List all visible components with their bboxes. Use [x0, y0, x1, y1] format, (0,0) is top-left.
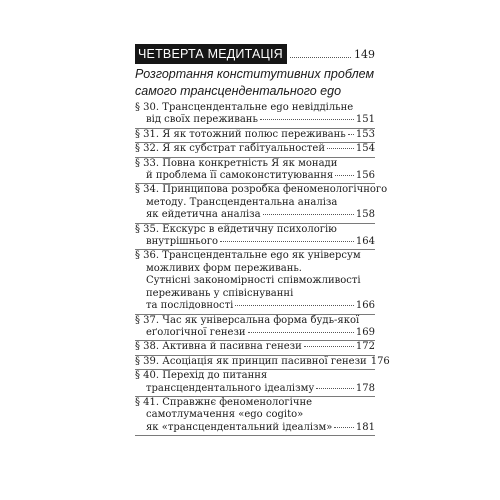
entry-title-text: від своїх переживань: [146, 114, 258, 126]
section-number: § 30.: [135, 102, 160, 113]
entry-title-text: Перехід до питання: [162, 370, 268, 382]
entry-title-text: Я як субстрат габітуальностей: [162, 143, 325, 155]
entry-title-text: Я як тотожний полюс переживань: [162, 128, 346, 140]
toc-entry-line: [135, 250, 375, 262]
chapter-leader-dots: [290, 56, 351, 58]
toc-entry: [135, 315, 375, 342]
entry-title-text: можливих форм переживань.: [146, 262, 302, 274]
toc-entry-line: [135, 275, 375, 287]
section-number: § 38.: [135, 341, 160, 353]
section-number: § 34.: [135, 184, 160, 196]
entry-title-text: методу. Трансцендентальна аналіза: [146, 196, 338, 208]
entry-title-text: Повна конкретність Я як монади: [162, 157, 338, 169]
chapter-subtitle-line: самого трансцендентального ego: [135, 84, 342, 98]
toc-entry: [135, 143, 375, 157]
leader-dots: [316, 388, 354, 389]
toc-entry-line: [135, 197, 375, 209]
page-number: 181: [355, 421, 375, 433]
entry-title-text: Асоціація як принцип пасивної генези: [162, 355, 367, 367]
entry-title-text: трансцендентального ідеалізму: [146, 382, 315, 394]
toc-entry: [135, 370, 375, 397]
entry-title-text: Сутнісні закономірності співможливості: [146, 275, 361, 287]
page-number: 164: [355, 236, 375, 248]
page-number: 153: [355, 128, 375, 140]
entry-title-text: й проблема її самоконституювання: [146, 170, 334, 182]
toc-entry-line: [135, 341, 375, 353]
page-number: 156: [355, 170, 375, 182]
toc-entry: [135, 250, 375, 314]
page-number: 176: [370, 355, 390, 367]
toc-entry-line: [135, 236, 375, 248]
entry-title-text: Екскурс в ейдетичну психологію: [162, 223, 337, 235]
toc-entry-line: [135, 422, 375, 434]
toc-entry-line: [135, 263, 375, 275]
section-number: § 40.: [135, 370, 160, 382]
page-number: 169: [355, 326, 375, 338]
toc-entry: [135, 224, 375, 251]
toc-entry-line: [135, 129, 375, 141]
section-number: § 36.: [135, 250, 160, 262]
page-number: 154: [355, 143, 375, 155]
leader-dots: [335, 175, 354, 176]
entry-title-text: еґологічної генези: [146, 326, 246, 338]
page-number: 178: [355, 382, 375, 394]
toc-entry-line: [135, 158, 375, 170]
chapter-subtitle: [135, 66, 375, 100]
page-number: 172: [355, 341, 375, 353]
entry-title-text: внутрішнього: [146, 236, 218, 248]
section-number: § 32.: [135, 143, 160, 155]
entry-title-text: самотлумачення «ego cogito»: [146, 409, 304, 421]
toc-entry-line: [135, 184, 388, 196]
leader-dots: [327, 148, 354, 149]
entry-title-text: та послідовності: [146, 300, 234, 312]
toc-entry-line: [135, 397, 375, 409]
toc-entry-line: [135, 383, 375, 395]
entry-title-text: Час як універсальна форма будь-якої: [162, 314, 360, 326]
section-number: § 39.: [135, 355, 160, 367]
toc-entry-line: [135, 170, 375, 182]
toc-entry-line: [135, 102, 375, 114]
leader-dots: [235, 305, 354, 306]
chapter-title: ЧЕТВЕРТА МЕДИТАЦІЯ: [135, 44, 287, 64]
chapter-subtitle-line: Розгортання конститутивних проблем: [135, 67, 375, 81]
chapter-heading-row: [135, 44, 375, 64]
page-number: 166: [355, 300, 375, 312]
toc-entry: [135, 184, 388, 223]
toc-entry-line: [135, 409, 375, 421]
entry-title-text: як «трансцендентальний ідеалізм»: [146, 421, 333, 433]
toc-list: [135, 102, 390, 436]
leader-dots: [334, 427, 354, 428]
section-number: § 35.: [135, 223, 160, 235]
toc-entry-line: [135, 114, 375, 126]
leader-dots: [304, 346, 354, 347]
toc-entry-line: [135, 143, 375, 155]
leader-dots: [248, 332, 354, 333]
entry-title-text: як ейдетична аналіза: [146, 209, 261, 221]
chapter-page-number: 149: [354, 47, 375, 61]
section-number: § 33.: [135, 157, 160, 169]
toc-entry: [135, 158, 375, 185]
toc-entry-line: [135, 370, 375, 382]
toc-entry: [135, 341, 375, 355]
page-number: 151: [355, 114, 375, 126]
entry-title-text: Справжнє феноменологічне: [162, 396, 313, 408]
toc-entry-line: [135, 300, 375, 312]
leader-dots: [260, 119, 354, 120]
toc-entry-line: [135, 315, 375, 327]
toc-entry-line: [135, 224, 375, 236]
toc-entry-line: [135, 209, 375, 221]
toc-entry: [135, 355, 390, 370]
leader-dots: [263, 214, 354, 215]
entry-title-text: Трансцендентальне ego як універсум: [162, 250, 361, 262]
leader-dots: [348, 134, 354, 135]
toc-entry-line: [135, 288, 375, 300]
toc-entry: [135, 397, 375, 436]
section-number: § 37.: [135, 314, 160, 326]
toc-entry-line: [135, 327, 375, 339]
leader-dots: [220, 241, 354, 242]
section-number: § 41.: [135, 396, 160, 408]
toc-entry-line: [135, 355, 390, 368]
entry-title-text: переживань у співіснуванні: [146, 287, 294, 299]
page-number: 158: [355, 209, 375, 221]
entry-title-text: Активна й пасивна генези: [162, 341, 302, 353]
toc-entry: [135, 129, 375, 143]
toc-entry: [135, 102, 375, 129]
section-number: § 31.: [135, 128, 160, 140]
entry-title-text: Принципова розробка феноменологічного: [162, 184, 388, 196]
entry-title-text: Трансцендентальне ego невіддільне: [162, 102, 354, 113]
